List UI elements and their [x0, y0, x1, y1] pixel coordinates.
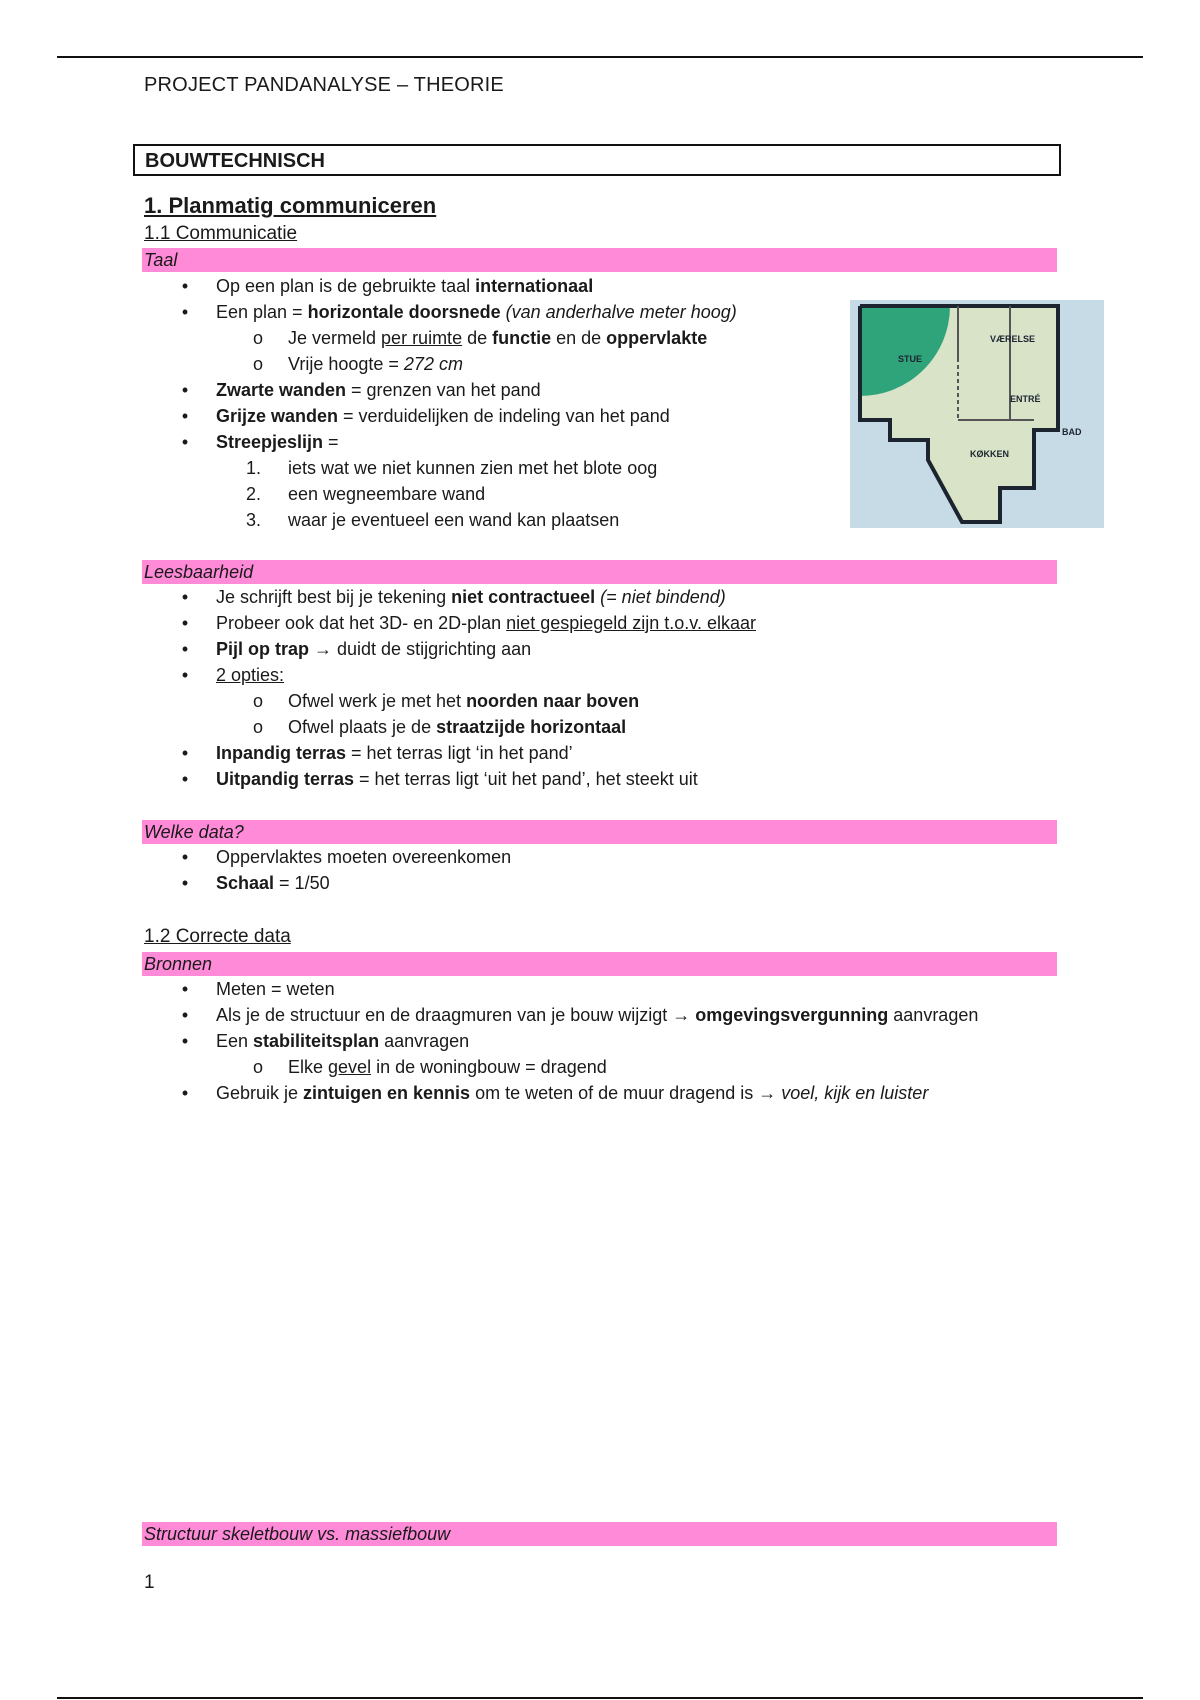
bullet-marker: • [181, 276, 189, 296]
bullet-marker: • [181, 979, 189, 999]
room-label: KØKKEN [970, 449, 1010, 459]
bullet-marker: • [181, 587, 189, 607]
room-label: ENTRÉ [1010, 394, 1041, 404]
bullet-marker: • [181, 380, 189, 400]
chapter-title: 1. Planmatig communiceren [144, 193, 437, 218]
list-item: • Een plan = horizontale doorsnede (van anderhalve meter hoog) [144, 299, 1054, 325]
list-item: o Elke gevel in de woningbouw = dragend [144, 1054, 1054, 1080]
band-structuur: Structuur skeletbouw vs. massiefbouw [142, 1522, 1057, 1546]
running-header: PROJECT PANDANALYSE – THEORIE [144, 74, 504, 96]
bullet-marker: • [181, 302, 189, 322]
sub-marker: o [252, 354, 263, 374]
list-item: • 2 opties: [144, 662, 1054, 688]
sub-marker: o [252, 328, 263, 348]
list-item: • Zwarte wanden = grenzen van het pand [144, 377, 1054, 403]
numbered-item: 1. iets wat we niet kunnen zien met het blote oog [246, 458, 658, 478]
list-item: o Ofwel werk je met het noorden naar boven [144, 688, 1054, 714]
band-leesbaarheid: Leesbaarheid [142, 560, 1057, 584]
numbered-item: 2. een wegneembare wand [246, 484, 486, 504]
list-item: • Op een plan is de gebruikte taal internationaal [144, 273, 1054, 299]
list-item: o Vrije hoogte = 272 cm [144, 351, 1054, 377]
section-heading-box: BOUWTECHNISCH [133, 144, 1061, 176]
list-item: • Schaal = 1/50 [144, 870, 1054, 896]
bullet-marker: • [181, 1083, 189, 1103]
list-item: o Je vermeld per ruimte de functie en de oppervlakte [144, 325, 1054, 351]
subsection-title-correcte-data: 1.2 Correcte data [144, 926, 291, 947]
bullet-marker: • [181, 406, 189, 426]
list-item: o Ofwel plaats je de straatzijde horizontaal [144, 714, 1054, 740]
band-welke-data: Welke data? [142, 820, 1057, 844]
list-bronnen [144, 976, 1054, 1106]
list-item: • Pijl op trap → duidt de stijgrichting aan [144, 636, 1054, 662]
top-rule [57, 56, 1143, 58]
bullet-marker: • [181, 873, 189, 893]
band-bronnen: Bronnen [142, 952, 1057, 976]
sub-marker: o [252, 1057, 263, 1077]
list-item: • Streepjeslijn = [144, 429, 1054, 455]
list-item: • Probeer ook dat het 3D- en 2D-plan niet gespiegeld zijn t.o.v. elkaar [144, 610, 1054, 636]
bullet-marker: • [181, 665, 189, 685]
list-item: • Uitpandig terras = het terras ligt ‘uit het pand’, het steekt uit [144, 766, 1054, 792]
bullet-marker: • [181, 743, 189, 763]
page-number: 1 [144, 1572, 155, 1593]
subsection-title-communicatie: 1.1 Communicatie [144, 223, 298, 244]
list-item: • Een stabiliteitsplan aanvragen [144, 1028, 1054, 1054]
bullet-marker: • [181, 1005, 189, 1025]
bullet-marker: • [181, 769, 189, 789]
sub-marker: o [252, 717, 263, 737]
room-label: STUE [898, 354, 923, 364]
list-item: • Inpandig terras = het terras ligt ‘in het pand’ [144, 740, 1054, 766]
list-item: • Oppervlaktes moeten overeenkomen [144, 844, 1054, 870]
room-label: VÆRELSE [990, 334, 1036, 344]
floorplan-image [850, 300, 1104, 528]
numbered-item: 3. waar je eventueel een wand kan plaatsen [246, 510, 620, 530]
list-item: • Als je de structuur en de draagmuren van je bouw wijzigt → omgevingsvergunning aanvragen [144, 1002, 1054, 1028]
bullet-marker: • [181, 432, 189, 452]
bullet-marker: • [181, 639, 189, 659]
list-item: • Gebruik je zintuigen en kennis om te weten of de muur dragend is → voel, kijk en luister [144, 1080, 1054, 1106]
list-item: • Meten = weten [144, 976, 1054, 1002]
room-label: BAD [1062, 427, 1082, 437]
bullet-marker: • [181, 613, 189, 633]
list-welke-data [144, 844, 1054, 896]
bullet-marker: • [181, 1031, 189, 1051]
list-item: • Grijze wanden = verduidelijken de indeling van het pand [144, 403, 1054, 429]
list-leesbaarheid [144, 584, 1054, 792]
band-taal: Taal [142, 248, 1057, 272]
sub-marker: o [252, 691, 263, 711]
bottom-rule [57, 1697, 1143, 1699]
bullet-marker: • [181, 847, 189, 867]
list-item: • Je schrijft best bij je tekening niet contractueel (= niet bindend) [144, 584, 1054, 610]
